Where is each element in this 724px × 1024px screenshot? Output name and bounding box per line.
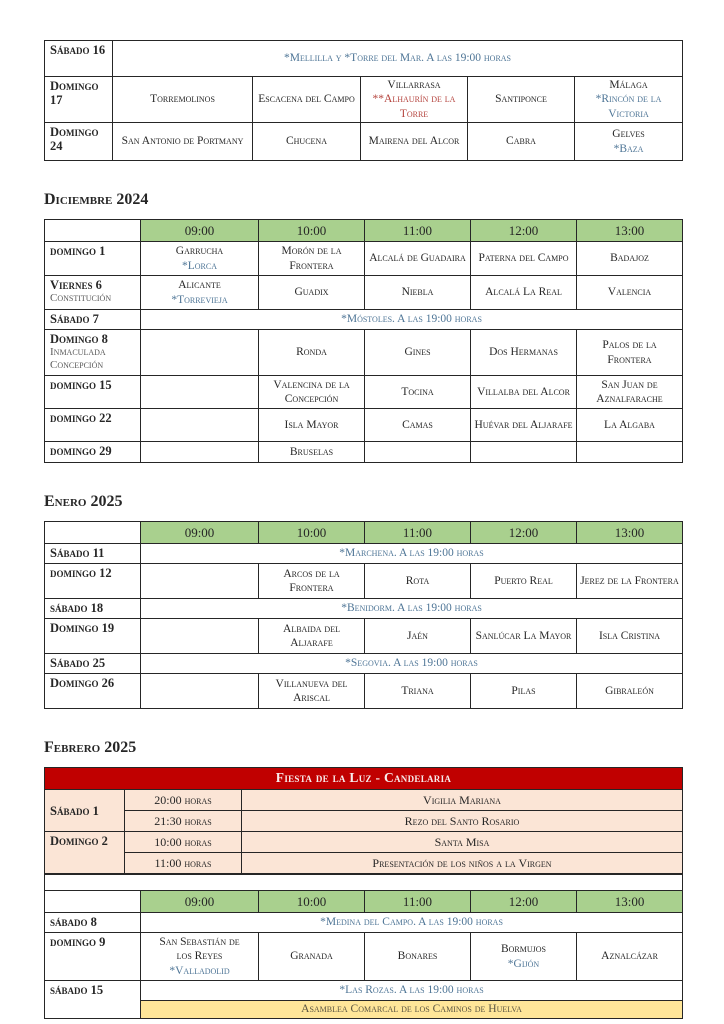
city-cell [365, 330, 471, 376]
schedule-table-february [44, 874, 683, 1019]
time-header-cell [577, 522, 683, 544]
cell-text-line: Domingo 2 [50, 834, 108, 848]
city-cell [365, 674, 471, 709]
city-cell [471, 564, 577, 599]
cell-text-line: domingo 1 [50, 244, 106, 258]
cell-text-line: 13:00 [614, 222, 645, 238]
table-row [45, 913, 683, 933]
city-cell [259, 330, 365, 376]
cell-text-line: sábado 8 [50, 915, 97, 929]
time-header-cell [365, 891, 471, 913]
cell-text-line: Ronda [296, 346, 327, 359]
city-cell [259, 933, 365, 981]
cell-text-line: Palos de la Frontera [602, 339, 657, 366]
table-row [45, 981, 683, 1001]
cell-text-line: Jerez de la Frontera [580, 574, 679, 587]
cell-text-line: Concepción [50, 359, 104, 372]
time-header-cell [365, 522, 471, 544]
cell-text-line: Alcalá de Guadaira [369, 252, 466, 265]
schedule-table-november-remainder [44, 40, 683, 161]
city-cell [141, 330, 259, 376]
cell-text-line: 20:00 horas [154, 792, 212, 807]
empty-corner-cell [45, 220, 141, 242]
schedule-note-cell [141, 599, 683, 619]
cell-text-line: domingo 15 [50, 378, 112, 392]
day-cell [45, 442, 141, 463]
city-cell [259, 619, 365, 654]
table-row [45, 564, 683, 599]
cell-text-line: Sábado 11 [50, 546, 105, 560]
schedule-document-page [44, 40, 684, 1019]
cell-text-line: 10:00 [296, 222, 327, 238]
day-cell [45, 123, 113, 161]
table-row [45, 599, 683, 619]
cell-text-line: Pilas [511, 684, 536, 697]
cell-text-line: Málaga [609, 79, 648, 92]
table-row [45, 123, 683, 161]
cell-text-line: 13:00 [614, 524, 645, 540]
city-cell [141, 242, 259, 276]
schedule-note-cell [141, 981, 683, 1001]
city-cell [468, 77, 575, 123]
cell-text-line: Escacena del Campo [258, 93, 355, 106]
day-cell [45, 276, 141, 310]
cell-text-line: Vigilia Mariana [423, 792, 501, 807]
city-cell [471, 330, 577, 376]
cell-text-line: Dos Hermanas [489, 346, 558, 359]
cell-text-line: Sábado 1 [50, 803, 99, 818]
event-title-cell [242, 853, 683, 874]
schedule-table-january [44, 521, 683, 709]
day-cell [45, 913, 141, 933]
city-cell [471, 276, 577, 310]
table-row [45, 768, 683, 790]
city-cell [577, 674, 683, 709]
cell-text-line: *Marchena. A las 19:00 horas [339, 547, 484, 560]
city-cell [259, 376, 365, 409]
day-cell [45, 933, 141, 981]
cell-text-line: Rezo del Santo Rosario [404, 813, 520, 828]
empty-corner-cell [45, 891, 141, 913]
cell-text-line: 09:00 [184, 222, 215, 238]
city-cell [365, 564, 471, 599]
cell-text-line: *Rincón de la Victoria [595, 93, 662, 120]
cell-text-line: 11:00 [402, 222, 433, 238]
city-cell [141, 674, 259, 709]
city-cell [141, 933, 259, 981]
cell-text-line: Santa Misa [434, 834, 490, 849]
table-row [45, 330, 683, 376]
city-cell [113, 123, 253, 161]
city-cell [471, 242, 577, 276]
table-row [45, 409, 683, 442]
city-cell [365, 409, 471, 442]
time-header-cell [471, 891, 577, 913]
event-title-cell [242, 832, 683, 853]
cell-text-line: los Reyes [176, 950, 223, 963]
event-title-cell [242, 790, 683, 811]
cell-text-line: domingo 22 [50, 411, 112, 425]
city-cell [141, 376, 259, 409]
cell-text-line: Niebla [401, 286, 434, 299]
cell-text-line: Isla Mayor [284, 418, 339, 431]
cell-text-line: La Algaba [604, 418, 655, 431]
day-cell [45, 310, 141, 330]
time-header-cell [259, 220, 365, 242]
cell-text-line: 11:00 [402, 524, 433, 540]
cell-text-line: 09:00 [184, 524, 215, 540]
city-cell [365, 276, 471, 310]
time-header-cell [141, 891, 259, 913]
cell-text-line: *Benidorm. A las 19:00 horas [341, 602, 482, 615]
day-cell [45, 242, 141, 276]
cell-text-line: **Alhaurín de la Torre [372, 93, 456, 120]
cell-text-line: domingo 29 [50, 444, 112, 458]
cell-text-line: Asamblea Comarcal de los Caminos de Huelva [301, 1003, 522, 1016]
city-cell [259, 409, 365, 442]
cell-text-line: Presentación de los niños a la Virgen [372, 855, 552, 870]
cell-text-line: Guadix [294, 286, 329, 299]
table-row [45, 811, 683, 832]
cell-text-line: *Medina del Campo. A las 19:00 horas [320, 916, 503, 929]
day-cell [45, 330, 141, 376]
cell-text-line: 10:00 [296, 893, 327, 909]
day-cell [45, 564, 141, 599]
cell-text-line: 10:00 horas [154, 834, 212, 849]
day-cell [45, 981, 141, 1019]
cell-text-line: *Las Rozas. A las 19:00 horas [339, 984, 484, 997]
city-cell [365, 619, 471, 654]
cell-text-line: *Torrevieja [171, 293, 228, 306]
city-cell [471, 442, 577, 463]
cell-text-line: Domingo 17 [50, 79, 99, 108]
event-time-cell [125, 832, 242, 853]
day-cell [45, 619, 141, 654]
cell-text-line: *Baza [613, 142, 644, 155]
spacer-cell [45, 875, 683, 891]
cell-text-line: Gibraleón [605, 684, 654, 697]
cell-text-line: San Juan de Aznalfarache [596, 378, 663, 405]
cell-text-line: *Segovia. A las 19:00 horas [345, 657, 478, 670]
city-cell [575, 123, 683, 161]
schedule-note-cell [141, 544, 683, 564]
cell-text-line: Rota [405, 574, 430, 587]
table-row [45, 853, 683, 874]
city-cell [468, 123, 575, 161]
event-title-cell [242, 811, 683, 832]
cell-text-line: Inmaculada [50, 346, 106, 359]
december-heading: Diciembre 2024 [44, 191, 149, 208]
cell-text-line: Domingo 8 [50, 332, 108, 346]
cell-text-line: Granada [290, 950, 333, 963]
cell-text-line: domingo 9 [50, 935, 106, 949]
cell-text-line: Gelves [612, 128, 645, 141]
day-cell [45, 409, 141, 442]
city-cell [259, 442, 365, 463]
table-row [45, 619, 683, 654]
cell-text-line: 13:00 [614, 893, 645, 909]
table-row [45, 790, 683, 811]
schedule-note-cell [113, 41, 683, 77]
city-cell [113, 77, 253, 123]
city-cell [361, 123, 468, 161]
table-row [45, 442, 683, 463]
cell-text-line: 21:30 horas [154, 813, 212, 828]
cell-text-line: *Mellilla y *Torre del Mar. A las 19:00 horas [284, 52, 512, 65]
cell-text-line: Albaida del Aljarafe [283, 622, 340, 649]
event-time-cell [125, 790, 242, 811]
city-cell [259, 674, 365, 709]
city-cell [575, 77, 683, 123]
cell-text-line: Mairena del Alcor [368, 135, 460, 148]
city-cell [577, 242, 683, 276]
schedule-note-cell [141, 913, 683, 933]
city-cell [577, 564, 683, 599]
day-cell [45, 790, 125, 832]
city-cell [141, 409, 259, 442]
cell-text-line: Bonares [397, 950, 438, 963]
schedule-note-cell [141, 654, 683, 674]
city-cell [259, 242, 365, 276]
city-cell [577, 933, 683, 981]
cell-text-line: Sábado 25 [50, 656, 106, 670]
city-cell [577, 409, 683, 442]
city-cell [365, 242, 471, 276]
cell-text-line: Chucena [285, 135, 327, 148]
event-time-cell [125, 811, 242, 832]
cell-text-line: Jaén [407, 629, 428, 642]
time-header-cell [577, 891, 683, 913]
table-row [45, 276, 683, 310]
cell-text-line: sábado 18 [50, 601, 104, 615]
city-cell [365, 442, 471, 463]
cell-text-line: Paterna del Campo [478, 252, 569, 265]
cell-text-line: Domingo 26 [50, 676, 115, 690]
cell-text-line: Sanlúcar La Mayor [475, 629, 572, 642]
city-cell [259, 564, 365, 599]
empty-corner-cell [45, 522, 141, 544]
table-row [45, 1001, 683, 1019]
january-heading: Enero 2025 [44, 493, 123, 510]
time-header-cell [471, 220, 577, 242]
city-cell [577, 442, 683, 463]
city-cell [259, 276, 365, 310]
city-cell [361, 77, 468, 123]
city-cell [471, 619, 577, 654]
city-cell [471, 933, 577, 981]
cell-text-line: Triana [401, 684, 434, 697]
cell-text-line: Santiponce [495, 93, 547, 106]
table-row [45, 654, 683, 674]
cell-text-line: Gines [404, 346, 431, 359]
time-header-cell [259, 522, 365, 544]
day-cell [45, 674, 141, 709]
city-cell [141, 442, 259, 463]
cell-text-line: sábado 15 [50, 983, 104, 997]
cell-text-line: Viernes 6 [50, 278, 102, 292]
cell-text-line: Huévar del Aljarafe [474, 418, 573, 431]
cell-text-line: Sábado 16 [50, 43, 106, 57]
candelaria-table [44, 767, 683, 874]
day-cell [45, 41, 113, 77]
table-row [45, 891, 683, 913]
schedule-note-cell [141, 310, 683, 330]
cell-text-line: Fiesta de la Luz - Candelaria [275, 770, 452, 786]
city-cell [365, 933, 471, 981]
city-cell [253, 77, 361, 123]
cell-text-line: San Antonio de Portmany [121, 135, 244, 148]
cell-text-line: Torremolinos [150, 93, 215, 106]
cell-text-line: Alcalá La Real [485, 286, 562, 299]
city-cell [253, 123, 361, 161]
time-header-cell [365, 220, 471, 242]
cell-text-line: Badajoz [610, 252, 649, 265]
cell-text-line: Cabra [506, 135, 536, 148]
table-row [45, 875, 683, 891]
cell-text-line: 10:00 [296, 524, 327, 540]
day-cell [45, 654, 141, 674]
cell-text-line: *Móstoles. A las 19:00 horas [341, 313, 482, 326]
assembly-note-cell [141, 1001, 683, 1019]
cell-text-line: Tocina [401, 385, 434, 398]
city-cell [141, 619, 259, 654]
cell-text-line: Bormujos [500, 943, 546, 956]
table-row [45, 832, 683, 853]
city-cell [141, 276, 259, 310]
table-row [45, 522, 683, 544]
february-heading: Febrero 2025 [44, 739, 137, 756]
city-cell [577, 376, 683, 409]
cell-text-line: 12:00 [508, 893, 539, 909]
time-header-cell [141, 220, 259, 242]
cell-text-line: Domingo 19 [50, 621, 115, 635]
cell-text-line: Domingo 24 [50, 125, 99, 154]
cell-text-line: 11:00 [402, 893, 433, 909]
cell-text-line: Sábado 7 [50, 312, 99, 326]
table-row [45, 77, 683, 123]
table-row [45, 242, 683, 276]
cell-text-line: domingo 12 [50, 566, 112, 580]
cell-text-line: 09:00 [184, 893, 215, 909]
day-cell [45, 832, 125, 874]
table-row [45, 220, 683, 242]
cell-text-line: Camas [402, 418, 433, 431]
city-cell [471, 376, 577, 409]
table-row [45, 310, 683, 330]
table-row [45, 544, 683, 564]
schedule-table-december [44, 219, 683, 463]
cell-text-line: *Lorca [181, 259, 217, 272]
cell-text-line: *Valladolid [169, 964, 230, 977]
cell-text-line: 12:00 [508, 222, 539, 238]
cell-text-line: Constitución [50, 292, 112, 305]
day-cell [45, 77, 113, 123]
cell-text-line: Villalba del Alcor [477, 385, 570, 398]
time-header-cell [259, 891, 365, 913]
table-row [45, 376, 683, 409]
city-cell [577, 276, 683, 310]
cell-text-line: Villanueva del Ariscal [275, 677, 348, 704]
cell-text-line: Bruselas [289, 445, 334, 458]
cell-text-line: Morón de la Frontera [281, 245, 342, 272]
fiesta-title-cell [45, 768, 683, 790]
time-header-cell [577, 220, 683, 242]
cell-text-line: Garrucha [175, 245, 224, 258]
cell-text-line: Puerto Real [494, 574, 553, 587]
cell-text-line: Isla Cristina [598, 629, 661, 642]
cell-text-line: 11:00 horas [154, 855, 212, 870]
day-cell [45, 544, 141, 564]
cell-text-line: Villarrasa [387, 79, 441, 92]
city-cell [471, 674, 577, 709]
day-cell [45, 376, 141, 409]
table-row [45, 933, 683, 981]
cell-text-line: 12:00 [508, 524, 539, 540]
cell-text-line: Arcos de la Frontera [283, 567, 340, 594]
cell-text-line: Valencina de la Concepción [273, 378, 350, 405]
time-header-cell [141, 522, 259, 544]
city-cell [577, 619, 683, 654]
city-cell [471, 409, 577, 442]
cell-text-line: Aznalcázar [601, 950, 658, 963]
event-time-cell [125, 853, 242, 874]
cell-text-line: Valencia [607, 286, 652, 299]
city-cell [577, 330, 683, 376]
cell-text-line: San Sebastián de [159, 936, 240, 949]
table-row [45, 674, 683, 709]
day-cell [45, 599, 141, 619]
cell-text-line: Alicante [178, 279, 221, 292]
time-header-cell [471, 522, 577, 544]
city-cell [141, 564, 259, 599]
cell-text-line: *Gijón [507, 957, 540, 970]
table-row [45, 41, 683, 77]
city-cell [365, 376, 471, 409]
